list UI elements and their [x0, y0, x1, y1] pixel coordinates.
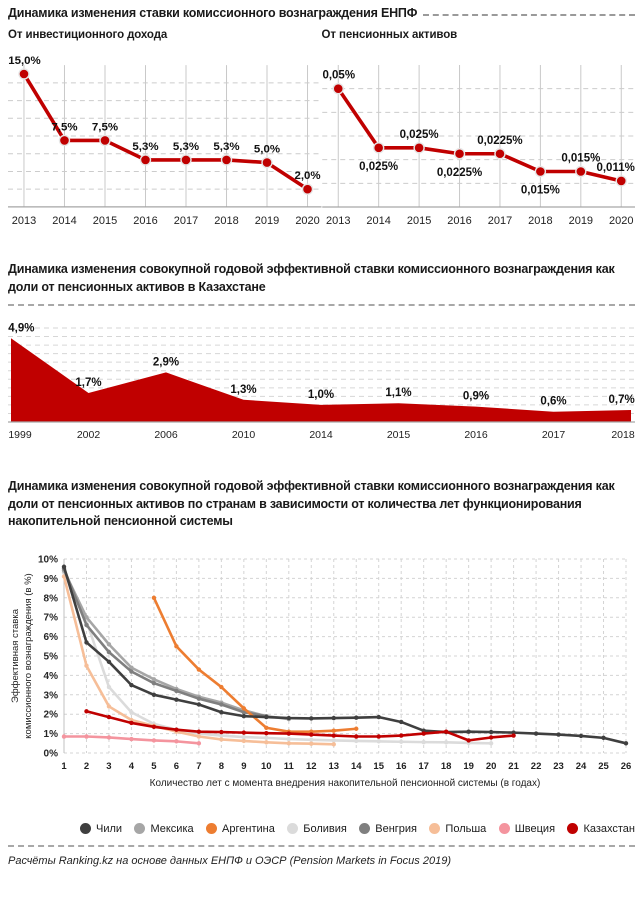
x-tick-label: 26 — [620, 760, 632, 772]
pension-assets-chart-title: От пенсионных активов — [321, 29, 458, 41]
x-tick-label: 20 — [485, 760, 497, 772]
legend-item-kazakhstan — [567, 823, 635, 835]
x-tick-label: 2019 — [254, 214, 280, 227]
data-label: 0,0225% — [476, 134, 523, 147]
legend — [8, 823, 635, 835]
pension-assets-chart — [322, 45, 636, 237]
x-tick-label: 16 — [395, 760, 407, 772]
y-tick-label: 4% — [43, 670, 58, 682]
data-point — [303, 184, 313, 194]
data-point — [262, 158, 272, 168]
x-axis-title: Количество лет с момента внедрения накопительной пенсионной системы (в годах) — [149, 777, 541, 789]
legend-item-argentina — [206, 823, 275, 835]
x-tick-label: 13 — [328, 760, 340, 772]
x-tick-label: 2020 — [608, 215, 633, 227]
x-tick-label: 2018 — [527, 215, 553, 227]
x-tick-label: 2013 — [325, 215, 350, 227]
fee-investment-income-svg — [8, 45, 322, 237]
title-dashed-rule — [423, 14, 635, 16]
y-tick-label: 3% — [43, 689, 58, 701]
data-label: 0,015% — [520, 184, 560, 197]
x-tick-label: 2016 — [446, 215, 472, 227]
data-label: 0,6% — [540, 395, 567, 408]
x-tick-label: 2002 — [76, 429, 101, 441]
countries-section-title: Динамика изменения совокупной годовой эффективной ставки комиссионного вознаграждения как доли от пенсионных активов по странам в зависимости от количества лет функционирования накопительной пенсионной системы — [8, 479, 615, 528]
x-tick-label: 9 — [241, 760, 247, 772]
legend-label-poland: Польша — [445, 822, 487, 835]
x-tick-label: 2018 — [611, 429, 635, 441]
x-tick-label: 10 — [261, 760, 272, 772]
legend-item-sweden — [499, 823, 555, 835]
countries-svg — [4, 551, 639, 809]
y-tick-label: 10% — [37, 554, 58, 565]
x-tick-label: 2014 — [309, 429, 333, 441]
x-tick-label: 15 — [373, 760, 385, 772]
series-poland — [62, 574, 336, 746]
x-tick-label: 24 — [575, 760, 587, 772]
data-label: 5,3% — [132, 140, 159, 153]
data-point — [454, 149, 464, 159]
x-tick-label: 3 — [106, 760, 112, 772]
x-tick-label: 14 — [350, 760, 362, 772]
y-tick-label: 2% — [43, 709, 58, 721]
legend-dot-bolivia — [287, 823, 298, 834]
x-tick-label: 2015 — [406, 215, 431, 227]
data-point — [222, 155, 232, 165]
kz-section-title: Динамика изменения совокупной годовой эффективной ставки комиссионного вознаграждения как доли от пенсионных активов в Казахстане — [8, 262, 615, 294]
data-point — [100, 135, 110, 145]
y-tick-label: 7% — [43, 612, 58, 624]
legend-dot-kazakhstan — [567, 823, 578, 834]
x-tick-label: 2020 — [295, 214, 320, 227]
legend-item-mexico — [134, 823, 193, 835]
x-tick-label: 18 — [440, 760, 452, 772]
data-label: 15,0% — [8, 54, 41, 67]
data-label: 0,9% — [462, 390, 490, 403]
kz-section-divider — [8, 304, 635, 306]
y-axis-title-line1: Эффективная ставка — [10, 608, 21, 703]
data-label: 7,5% — [51, 121, 78, 134]
data-point — [333, 84, 343, 94]
data-label: 0,025% — [358, 160, 398, 173]
x-tick-label: 2014 — [52, 214, 77, 227]
data-point — [494, 149, 504, 159]
data-label: 1,7% — [75, 376, 102, 389]
legend-label-kazakhstan: Казахстан — [583, 822, 635, 835]
data-label: 1,1% — [385, 387, 412, 400]
y-tick-label: 0% — [43, 748, 58, 759]
data-point — [414, 143, 424, 153]
data-label: 7,5% — [91, 121, 119, 134]
legend-dot-poland — [429, 823, 440, 834]
x-tick-label: 17 — [418, 760, 429, 772]
top-chart-subtitles — [8, 29, 635, 41]
legend-dot-sweden — [499, 823, 510, 834]
x-tick-label: 25 — [598, 760, 609, 772]
x-tick-label: 5 — [151, 760, 157, 772]
data-point — [181, 155, 191, 165]
page-title: Динамика изменения ставки комиссионного вознаграждения ЕНПФ — [8, 6, 418, 20]
kz-effective-rate-svg — [8, 312, 635, 452]
x-tick-label: 4 — [128, 760, 135, 772]
main-header — [8, 6, 635, 20]
x-tick-label: 19 — [463, 760, 474, 772]
data-point — [535, 167, 545, 177]
x-tick-label: 2017 — [173, 214, 199, 227]
x-tick-label: 21 — [508, 760, 519, 772]
y-tick-label: 1% — [43, 728, 58, 740]
data-label: 5,3% — [172, 140, 200, 153]
data-label: 2,0% — [294, 170, 321, 183]
x-tick-label: 8 — [218, 760, 225, 772]
top-charts-row — [8, 45, 635, 237]
legend-item-chile — [80, 823, 122, 835]
legend-label-hungary: Венгрия — [375, 822, 418, 835]
legend-item-bolivia — [287, 823, 347, 835]
y-tick-label: 5% — [43, 651, 58, 662]
data-label: 1,3% — [230, 383, 257, 396]
x-tick-label: 22 — [530, 760, 542, 772]
x-tick-label: 2015 — [386, 429, 411, 441]
x-tick-label: 2 — [83, 760, 90, 772]
legend-label-sweden: Швеция — [514, 822, 556, 835]
legend-label-chile: Чили — [96, 822, 123, 835]
legend-item-poland — [429, 823, 486, 835]
x-tick-label: 2016 — [464, 429, 488, 441]
data-label: 2,9% — [152, 356, 180, 369]
x-tick-label: 12 — [305, 760, 317, 772]
y-tick-label: 6% — [43, 631, 58, 643]
data-point — [373, 143, 383, 153]
investment-income-chart-title: От инвестиционного дохода — [8, 29, 168, 41]
investment-income-chart — [8, 45, 322, 237]
series-chile — [62, 564, 628, 745]
x-tick-label: 2010 — [231, 429, 256, 441]
data-label: 1,0% — [307, 388, 335, 401]
data-label: 0,0225% — [436, 166, 482, 179]
x-tick-label: 2006 — [154, 429, 178, 441]
x-tick-label: 2015 — [92, 214, 118, 227]
data-point — [59, 135, 69, 145]
x-tick-label: 11 — [283, 760, 294, 772]
legend-label-mexico: Мексика — [150, 822, 194, 835]
data-point — [19, 69, 29, 79]
y-axis-title-line2: комиссионного вознаграждения (в %) — [23, 572, 34, 739]
data-point — [575, 167, 585, 177]
x-tick-label: 2017 — [487, 215, 512, 227]
x-tick-label: 23 — [553, 760, 564, 772]
series-bolivia — [62, 570, 494, 745]
legend-item-hungary — [359, 823, 417, 835]
data-label: 4,9% — [8, 322, 35, 335]
data-point — [616, 176, 626, 186]
x-tick-label: 1999 — [8, 429, 32, 441]
countries-chart — [4, 551, 639, 809]
data-label: 0,7% — [608, 394, 635, 407]
x-tick-label: 2013 — [11, 214, 37, 227]
data-label: 0,05% — [321, 69, 355, 82]
legend-dot-chile — [80, 823, 91, 834]
x-tick-label: 1 — [61, 760, 67, 772]
legend-label-argentina: Аргентина — [222, 822, 275, 835]
data-label: 5,0% — [253, 143, 281, 156]
legend-label-bolivia: Боливия — [303, 822, 347, 835]
footer-divider — [8, 845, 635, 847]
y-tick-label: 8% — [43, 592, 58, 604]
x-tick-label: 2018 — [214, 214, 239, 227]
x-tick-label: 6 — [173, 760, 180, 772]
x-tick-label: 2016 — [133, 214, 158, 227]
data-label: 0,015% — [560, 152, 600, 165]
kz-effective-rate-chart — [8, 312, 635, 452]
data-label: 0,011% — [595, 161, 635, 174]
area-series — [11, 338, 631, 422]
x-tick-label: 7 — [196, 760, 202, 772]
y-tick-label: 9% — [43, 573, 58, 585]
data-label: 0,025% — [399, 128, 439, 141]
fee-pension-assets-svg — [322, 45, 636, 237]
source-note: Расчёты Ranking.kz на основе данных ЕНПФ и ОЭСР (Pension Markets in Focus 2019) — [8, 854, 451, 867]
x-tick-label: 2014 — [365, 215, 391, 227]
legend-dot-hungary — [359, 823, 370, 834]
x-tick-label: 2019 — [568, 215, 593, 227]
x-tick-label: 2017 — [541, 429, 566, 441]
data-label: 5,3% — [213, 140, 240, 153]
data-point — [141, 155, 151, 165]
legend-dot-mexico — [134, 823, 145, 834]
legend-dot-argentina — [206, 823, 217, 834]
